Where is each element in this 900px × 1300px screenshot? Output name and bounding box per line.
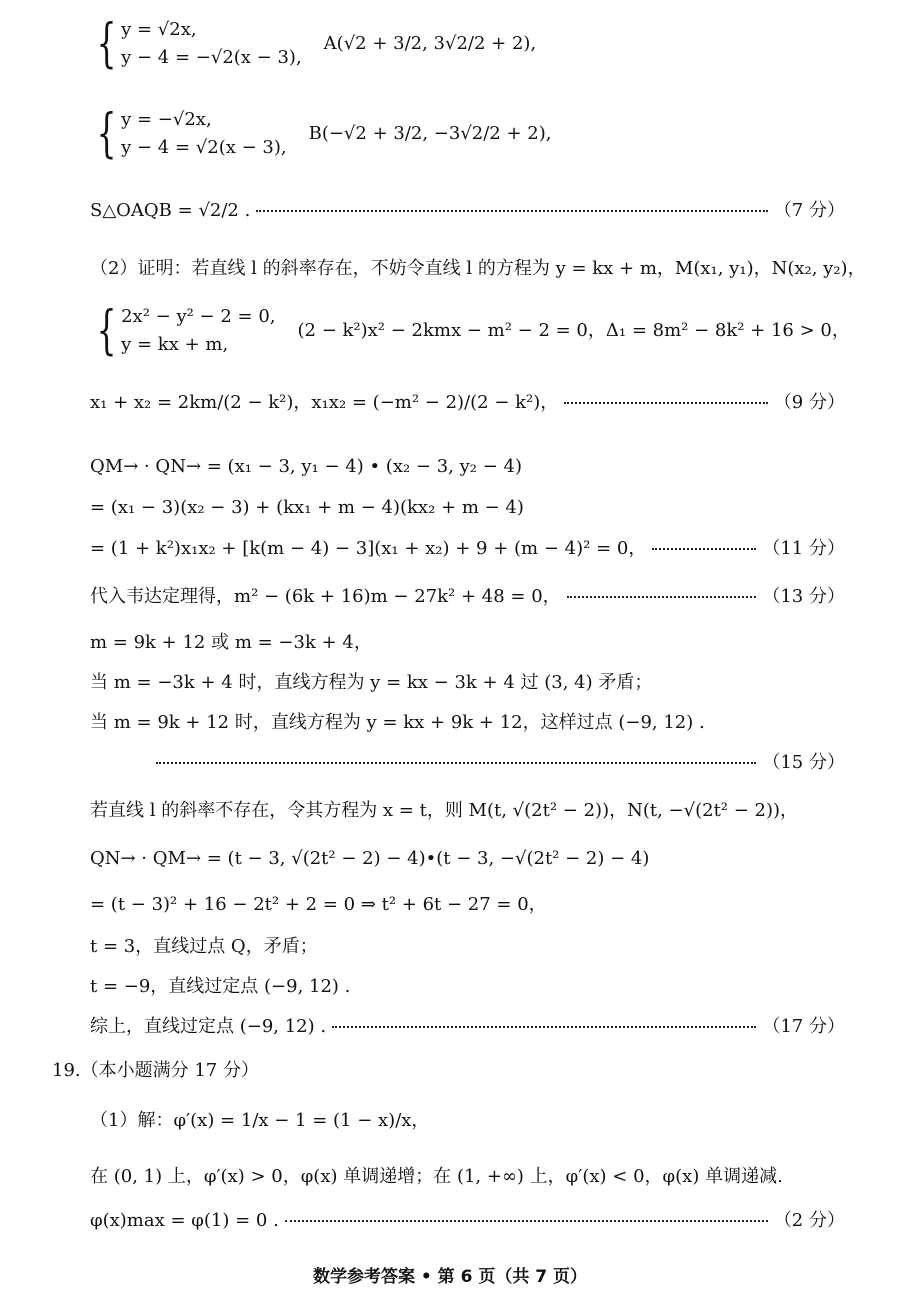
leader-dots — [256, 210, 767, 212]
score15-line — [150, 752, 845, 775]
substitute-text: 代入韦达定理得，m² − (6k + 16)m − 27k² + 48 = 0， — [90, 586, 561, 607]
conclusion-text: 综上，直线过定点 (−9, 12) . — [90, 1016, 327, 1037]
system-b-eq2: y − 4 = √2(x − 3), — [121, 137, 287, 158]
system-a-eq2: y − 4 = −√2(x − 3), — [121, 47, 302, 68]
dot-text-3: = (1 + k²)x₁x₂ + [k(m − 4) − 3](x₁ + x₂) + 9 + (m − 4)² = 0， — [90, 538, 647, 559]
conclusion-line — [90, 1016, 845, 1039]
t3-line — [90, 936, 845, 959]
system-c — [90, 301, 850, 361]
dot-line-1 — [90, 456, 845, 479]
leader-dots — [285, 1220, 768, 1222]
noslope-text: 若直线 l 的斜率不存在，令其方程为 x = t，则 M(t, √(2t² − 2))，N(t, −√(2t² − 2))， — [90, 800, 799, 821]
score-15: （15 分） — [762, 752, 845, 773]
t3-text: t = 3，直线过点 Q，矛盾； — [90, 936, 318, 957]
dot-text-1: QM→ · QN→ = (x₁ − 3, y₁ − 4) • (x₂ − 3, y₂ − 4) — [90, 456, 522, 477]
vieta-text: x₁ + x₂ = 2km/(2 − k²)，x₁x₂ = (−m² − 2)/(2 − k²)， — [90, 392, 559, 413]
system-c-brace: { 2x² − y² − 2 = 0, y = kx + m, — [96, 301, 276, 361]
leader-dots — [156, 762, 756, 764]
page-footer: 数学参考答案 • 第 6 页（共 7 页） — [312, 1267, 588, 1287]
system-a-brace: { y = √2x, y − 4 = −√2(x − 3), — [96, 14, 302, 74]
point-a: A(√2 + 3/2, 3√2/2 + 2), — [323, 32, 537, 54]
monotonic-line — [90, 1166, 845, 1189]
max-text: φ(x)max = φ(1) = 0 . — [90, 1210, 279, 1231]
max-line — [90, 1210, 845, 1233]
vieta-line — [90, 392, 845, 415]
leader-dots — [567, 596, 757, 598]
dot-line-2 — [90, 497, 845, 520]
score-9: （9 分） — [773, 392, 845, 413]
substitute-line — [90, 586, 845, 609]
dot-line-3 — [90, 538, 845, 561]
system-c-eq1: 2x² − y² − 2 = 0, — [121, 305, 276, 327]
system-c-eq2: y = kx + m, — [121, 334, 229, 355]
case2-line — [90, 712, 845, 735]
leader-dots — [564, 402, 768, 404]
point-b: B(−√2 + 3/2, −3√2/2 + 2), — [308, 122, 552, 144]
system-b-brace: { y = −√2x, y − 4 = √2(x − 3), — [96, 104, 287, 164]
solution-1-line — [90, 1110, 845, 1133]
area-line — [90, 200, 845, 223]
leader-dots — [332, 1026, 756, 1028]
dot-line-4 — [90, 848, 845, 871]
area-text: S△OAQB = √2/2 . — [90, 200, 251, 221]
dot-line-5 — [90, 894, 845, 917]
question-19-text: 19.（本小题满分 17 分） — [52, 1060, 259, 1081]
dot-text-5: = (t − 3)² + 16 − 2t² + 2 = 0 ⇒ t² + 6t − 27 = 0， — [90, 894, 547, 915]
monotonic-text: 在 (0, 1) 上，φ′(x) > 0，φ(x) 单调递增；在 (1, +∞) 上，φ′(x) < 0，φ(x) 单调递减. — [90, 1166, 783, 1187]
case1-line — [90, 672, 845, 695]
score-2: （2 分） — [773, 1210, 845, 1231]
noslope-line — [90, 800, 845, 823]
system-a — [90, 14, 845, 74]
question-19-title — [52, 1060, 845, 1083]
score-7: （7 分） — [773, 200, 845, 221]
score-11: （11 分） — [762, 538, 845, 559]
quadratic-eq: (2 − k²)x² − 2kmx − m² − 2 = 0，Δ₁ = 8m² − 8k² + 16 > 0， — [297, 319, 850, 341]
system-b-eq1: y = −√2x, — [121, 108, 212, 130]
roots-line — [90, 632, 845, 655]
t9-line — [90, 976, 845, 999]
system-a-eq1: y = √2x, — [121, 18, 197, 40]
dot-text-2: = (x₁ − 3)(x₂ − 3) + (kx₁ + m − 4)(kx₂ + m − 4) — [90, 497, 524, 518]
score-17: （17 分） — [762, 1016, 845, 1037]
leader-dots — [652, 548, 756, 550]
case2-text: 当 m = 9k + 12 时，直线方程为 y = kx + 9k + 12，这样过点 (−9, 12) . — [90, 712, 705, 733]
score-13: （13 分） — [762, 586, 845, 607]
dot-text-4: QN→ · QM→ = (t − 3, √(2t² − 2) − 4)•(t − 3, −√(2t² − 2) − 4) — [90, 848, 650, 869]
proof-line — [90, 258, 866, 281]
solution-1-text: （1）解：φ′(x) = 1/x − 1 = (1 − x)/x， — [90, 1110, 430, 1131]
t9-text: t = −9，直线过定点 (−9, 12) . — [90, 976, 351, 997]
proof-text: （2）证明：若直线 l 的斜率存在，不妨令直线 l 的方程为 y = kx + m，M(x₁, y₁)，N(x₂, y₂)， — [90, 258, 866, 279]
case1-text: 当 m = −3k + 4 时，直线方程为 y = kx − 3k + 4 过 (3, 4) 矛盾； — [90, 672, 653, 693]
system-b — [90, 104, 845, 164]
roots-text: m = 9k + 12 或 m = −3k + 4， — [90, 632, 372, 653]
